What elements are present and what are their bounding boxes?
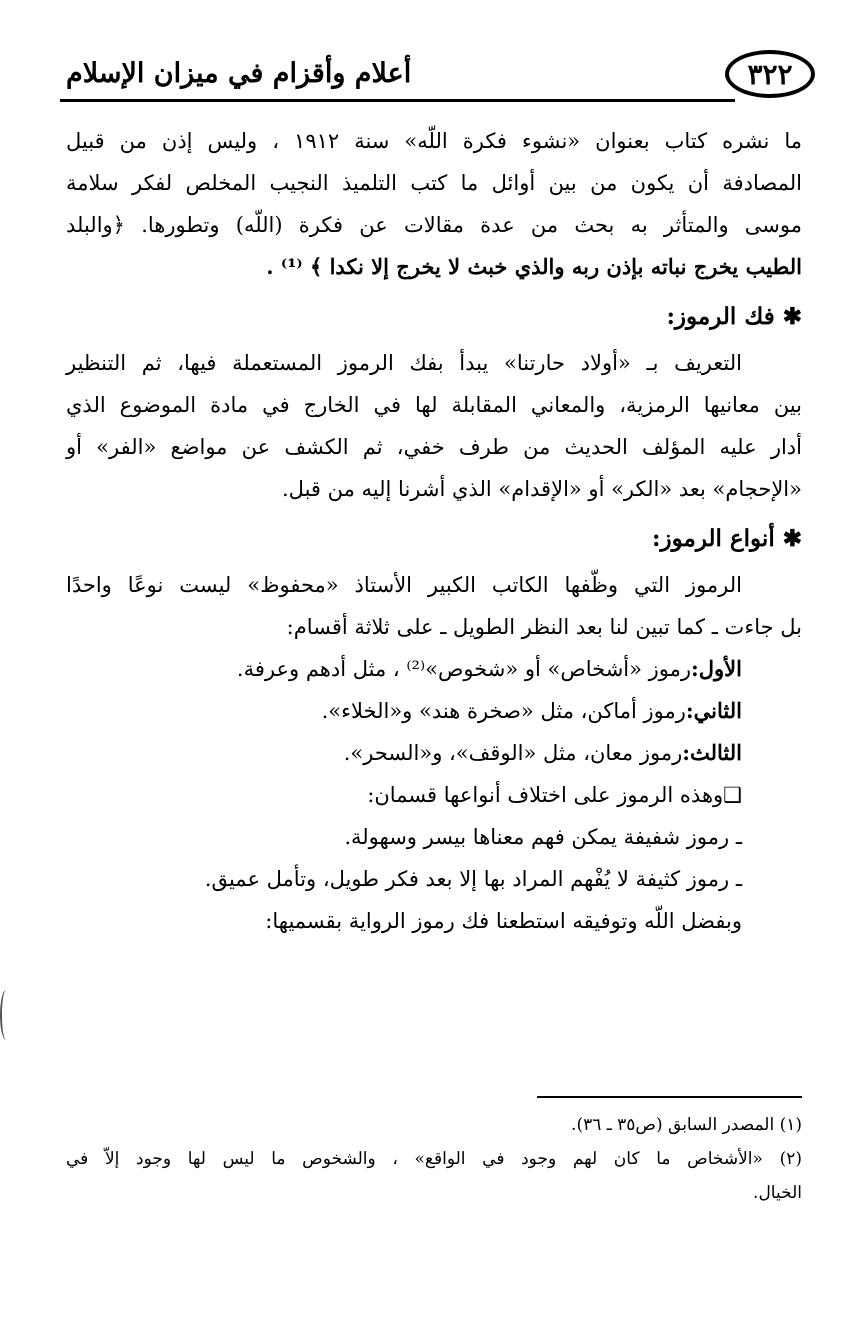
text-line: المصادفة أن يكون من بين أوائل ما كتب التلميذ النجيب المخلص لفكر سلامة xyxy=(66,171,802,195)
running-title: أعلام وأقزام في ميزان الإسلام xyxy=(66,58,412,89)
category-text: رموز أماكن، مثل «صخرة هند» و«الخلاء». xyxy=(321,699,686,723)
text-line: ❑وهذه الرموز على اختلاف أنواعها قسمان: xyxy=(367,783,742,807)
paragraph-3 xyxy=(66,564,802,648)
text-line: موسى والمتأثر به بحث من عدة مقالات عن فكرة (اللّه) وتطورها. ﴿والبلد xyxy=(66,213,802,237)
text-line: بل جاءت ـ كما تبين لنا بعد النظر الطويل ـ على ثلاثة أقسام: xyxy=(286,615,802,639)
text-line: ـ رموز كثيفة لا يُفْهم المراد بها إلا بعد فكر طويل، وتأمل عميق. xyxy=(204,867,742,891)
footnote-1: (١) المصدر السابق (ص٣٥ ـ ٣٦). xyxy=(571,1115,802,1135)
quran-verse-line: الطيب يخرج نباته بإذن ربه والذي خبث لا يخرج إلا نكدا ﴾ ⁽¹⁾ . xyxy=(266,254,802,279)
symbol-categories xyxy=(66,648,802,774)
text-line: «الإحجام» بعد «الكر» أو «الإقدام» الذي أشرنا إليه من قبل. xyxy=(282,477,802,501)
category-label: الثالث: xyxy=(682,740,742,765)
footnote-2-continued: الخيال. xyxy=(753,1183,802,1203)
text-line: وبفضل اللّه وتوفيقه استطعنا فك رموز الرواية بقسميها: xyxy=(265,909,742,933)
footnotes xyxy=(66,1108,802,1210)
category-item xyxy=(66,690,802,732)
text-line: الرموز التي وظّفها الكاتب الكبير الأستاذ «محفوظ» ليست نوعًا واحدًا xyxy=(66,573,742,597)
category-item xyxy=(66,732,802,774)
page-edge-mark xyxy=(0,990,12,1040)
text-line: ما نشره كتاب بعنوان «نشوء فكرة اللّه» سنة ١٩١٢ ، وليس إذن من قبيل xyxy=(66,129,803,153)
text-line: بين معانيها الرمزية، والمعاني المقابلة لها في الخارج في مادة الموضوع الذي xyxy=(66,393,802,417)
paragraph-2 xyxy=(66,342,802,510)
section-heading-symbol-types: ✱ أنواع الرموز: xyxy=(652,525,802,552)
text-line: أدار عليه المؤلف الحديث من طرف خفي، ثم الكشف عن مواضع «الفر» أو xyxy=(66,435,802,459)
page-header xyxy=(60,40,815,110)
header-rule xyxy=(60,99,735,102)
category-text: رموز «أشخاص» أو «شخوص»⁽²⁾ ، مثل أدهم وعرفة. xyxy=(236,657,692,681)
symbol-kinds xyxy=(66,774,802,942)
category-label: الأول: xyxy=(691,656,742,681)
footnote-2: (٢) «الأشخاص ما كان لهم وجود في الواقع» ، والشخوص ما ليس لها وجود إلاّ في xyxy=(66,1149,802,1169)
paragraph-1 xyxy=(66,120,802,288)
text-line: التعريف بـ «أولاد حارتنا» يبدأ بفك الرموز المستعملة فيها، ثم التنظير xyxy=(66,351,742,375)
category-label: الثاني: xyxy=(685,698,742,723)
category-text: رموز معان، مثل «الوقف»، و«السحر». xyxy=(343,741,683,765)
footnote-rule xyxy=(537,1096,802,1098)
section-heading-decoding: ✱ فك الرموز: xyxy=(666,303,802,330)
text-line: ـ رموز شفيفة يمكن فهم معناها بيسر وسهولة. xyxy=(344,825,742,849)
category-item xyxy=(66,648,802,690)
page-number-badge: ٣٢٢ xyxy=(725,50,815,98)
page-body xyxy=(66,120,802,942)
